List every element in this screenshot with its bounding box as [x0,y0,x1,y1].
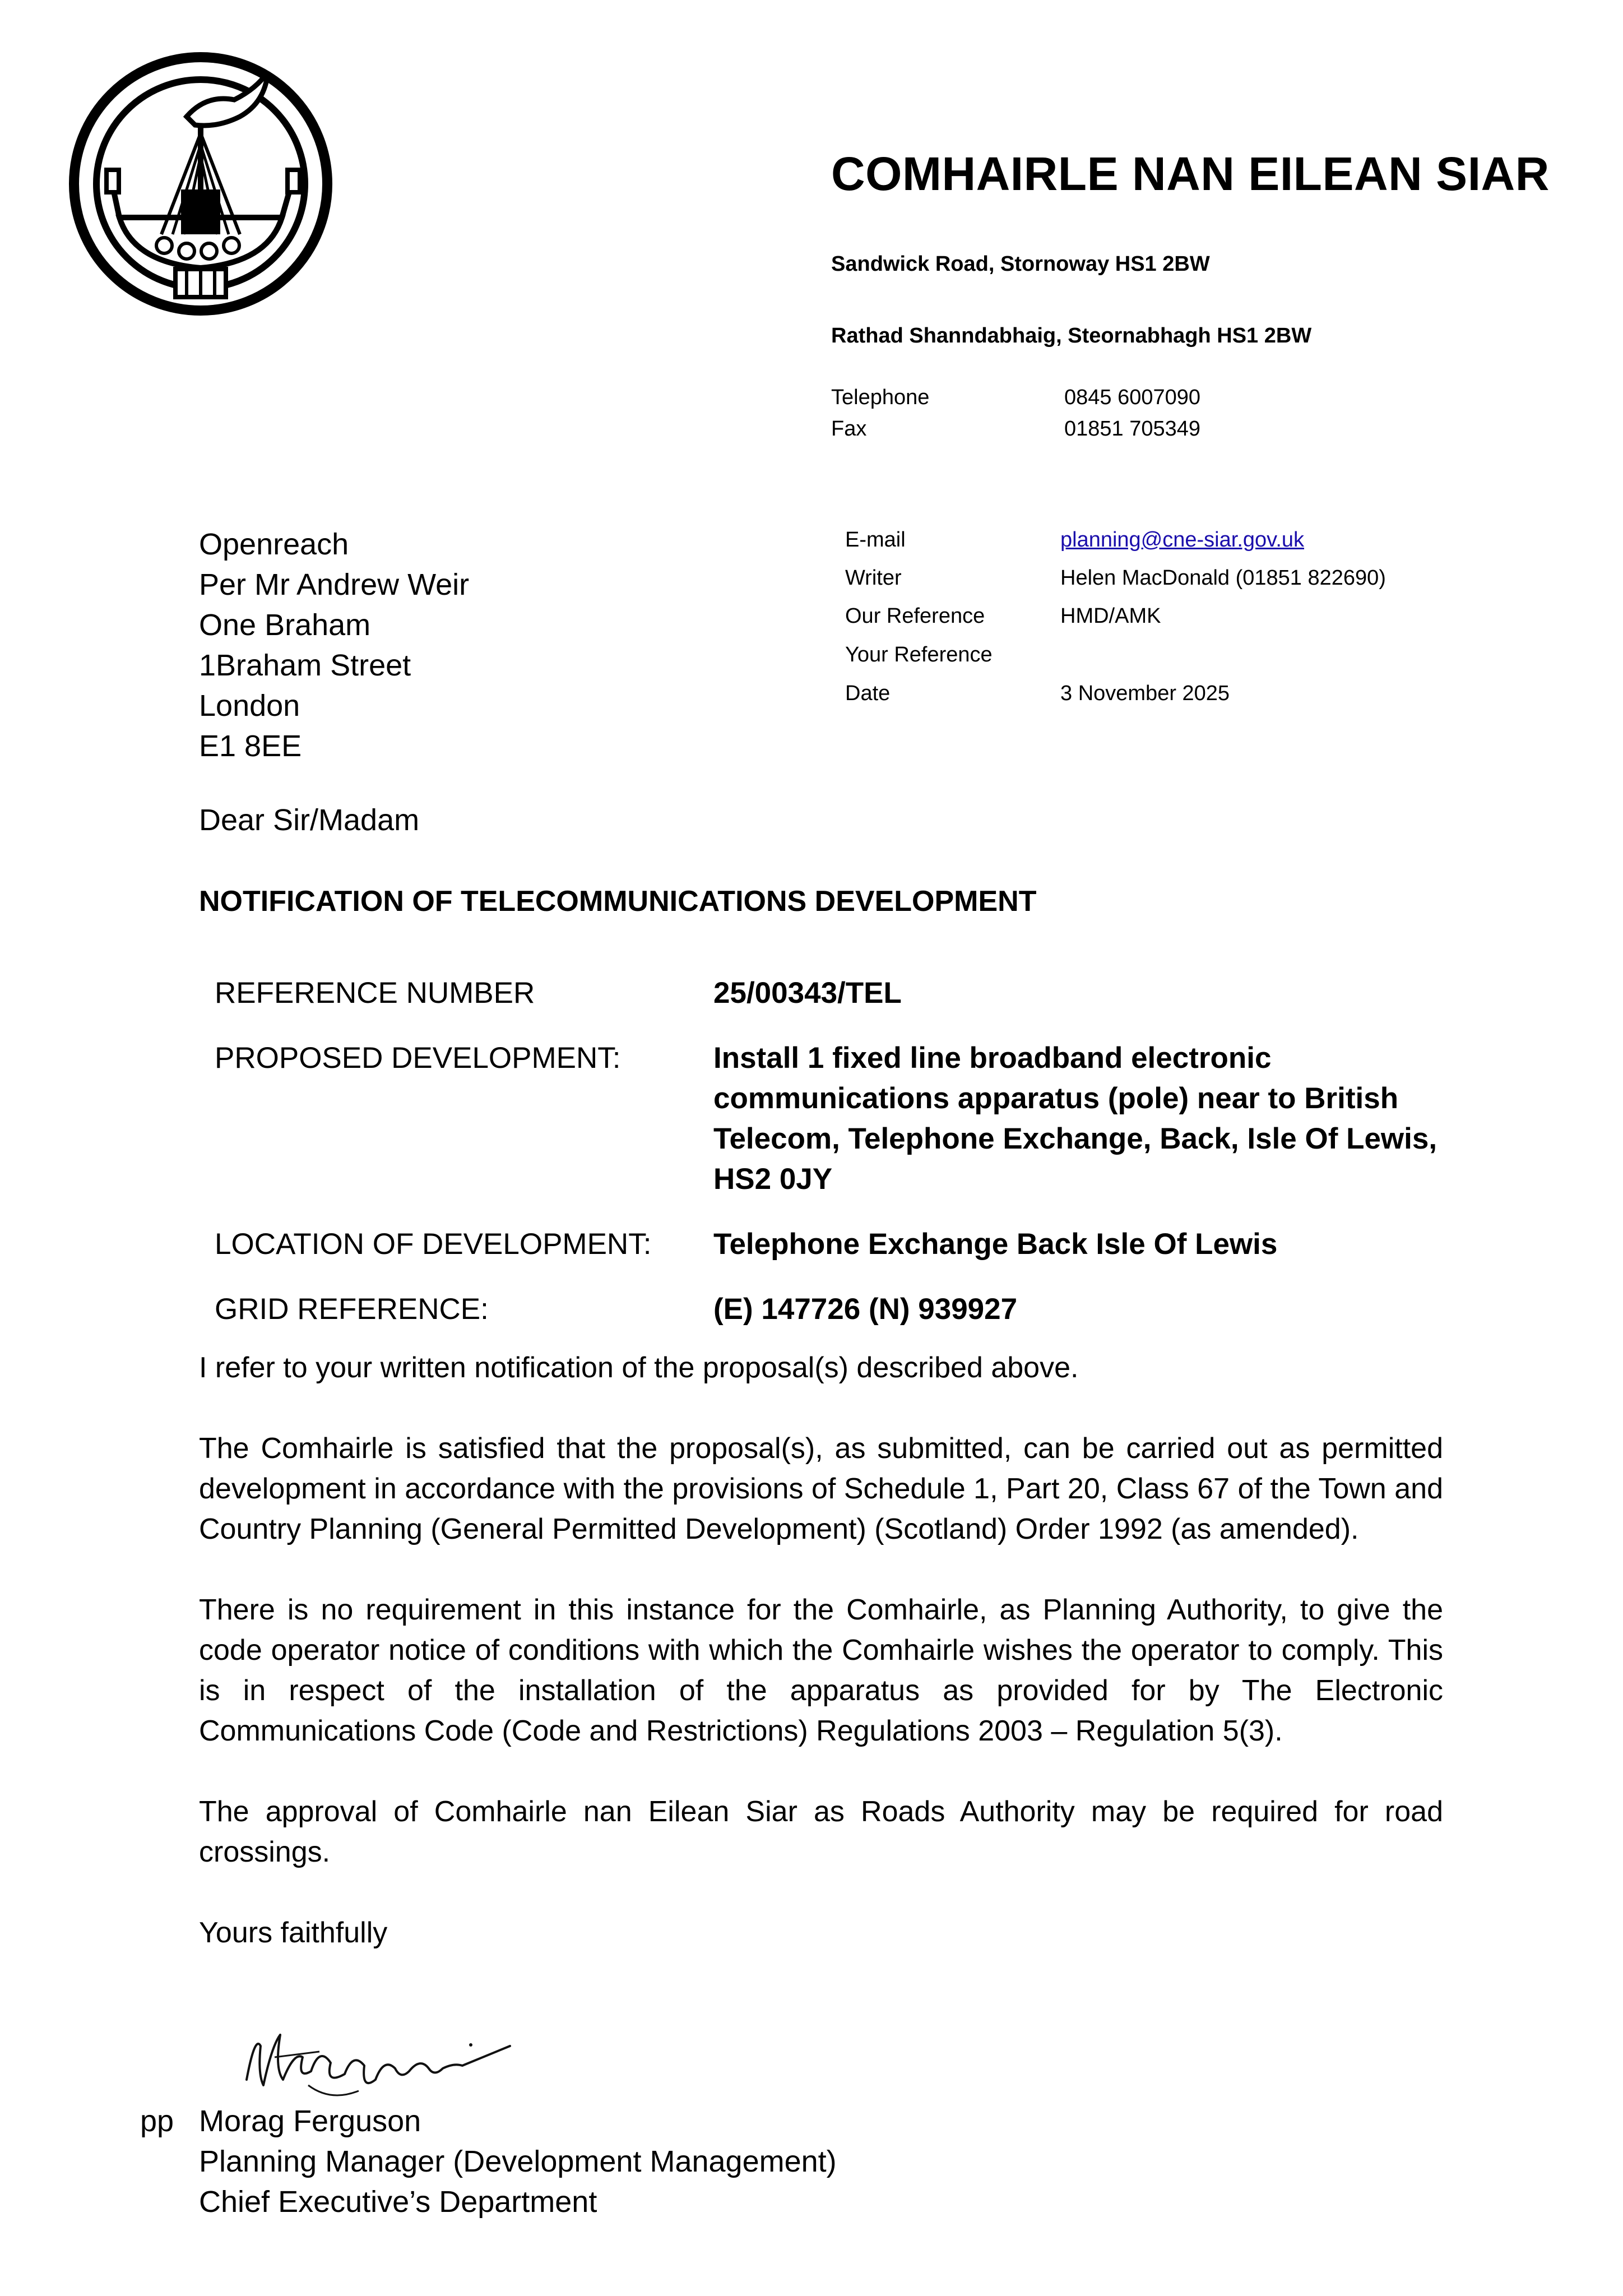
detail-value: Install 1 fixed line broadband electronic communications apparatus (pole) near to British Telecom, Telephone Exchange, Back, Isle Of Lewis, HS2 0JY [713,1041,1437,1196]
body-paragraph: There is no requirement in this instance for the Comhairle, as Planning Authority, to give the code operator notice of conditions with which the Comhairle wishes the operator to comply. This is in respect of the installation of the apparatus as provided for by The Electronic Communications Code (Code and Restrictions) Regulations 2003 – Regulation 5(3). [199,1594,1443,1747]
writer-value: Helen MacDonald (01851 822690) [1060,566,1386,590]
detail-label: REFERENCE NUMBER [215,976,535,1010]
body-paragraph: I refer to your written notification of the proposal(s) described above. [199,1351,1079,1384]
detail-row-grid-reference [215,1289,1448,1330]
email-link[interactable]: planning@cne-siar.gov.uk [1060,528,1305,552]
recipient-line: E1 8EE [199,729,302,763]
detail-value: (E) 147726 (N) 939927 [713,1293,1018,1326]
recipient-line: Per Mr Andrew Weir [199,568,470,601]
council-crest-icon [66,49,335,318]
salutation: Dear Sir/Madam [199,803,420,837]
detail-row-reference [215,973,1448,1013]
telephone-value: 0845 6007090 [1064,386,1201,409]
subject-heading: NOTIFICATION OF TELECOMMUNICATIONS DEVELOPMENT [199,885,1037,918]
signatory-name: Morag Ferguson [199,2104,421,2138]
email-label: E-mail [845,528,906,552]
signatory-title: Planning Manager (Development Management) [199,2145,837,2178]
date-value: 3 November 2025 [1060,682,1230,705]
your-reference-label: Your Reference [845,643,993,666]
recipient-line: Openreach [199,527,349,561]
recipient-address [199,524,469,766]
detail-value: 25/00343/TEL [713,976,902,1010]
body-paragraph: The Comhairle is satisfied that the proposal(s), as submitted, can be carried out as permitted development in accordance with the provisions of Schedule 1, Part 20, Class 67 of the Town and Country Planning (General Permitted Development) (Scotland) Order 1992 (as amended). [199,1432,1443,1545]
address-gaelic: Rathad Shanndabhaig, Steornabhagh HS1 2BW [831,324,1312,348]
our-reference-label: Our Reference [845,604,985,628]
detail-label: PROPOSED DEVELOPMENT: [215,1041,621,1075]
fax-value: 01851 705349 [1064,417,1201,441]
detail-label: GRID REFERENCE: [215,1293,489,1326]
fax-label: Fax [831,417,867,441]
our-reference-value: HMD/AMK [1060,604,1161,628]
detail-row-location [215,1224,1448,1265]
writer-label: Writer [845,566,902,590]
detail-label: LOCATION OF DEVELOPMENT: [215,1228,652,1261]
recipient-line: London [199,689,300,723]
pp-marker: pp [140,2104,174,2138]
date-label: Date [845,682,891,705]
address-english: Sandwick Road, Stornoway HS1 2BW [831,252,1210,276]
recipient-line: 1Braham Street [199,649,411,682]
closing-phrase: Yours faithfully [199,1917,388,1949]
detail-value: Telephone Exchange Back Isle Of Lewis [713,1228,1278,1261]
organisation-name: COMHAIRLE NAN EILEAN SIAR [831,147,1550,200]
detail-row-proposed-development [215,1038,1448,1201]
body-paragraph: The approval of Comhairle nan Eilean Siar as Roads Authority may be required for road crossings. [199,1795,1443,1868]
signatory-department: Chief Executive’s Department [199,2185,597,2219]
recipient-line: One Braham [199,608,371,642]
telephone-label: Telephone [831,386,930,409]
